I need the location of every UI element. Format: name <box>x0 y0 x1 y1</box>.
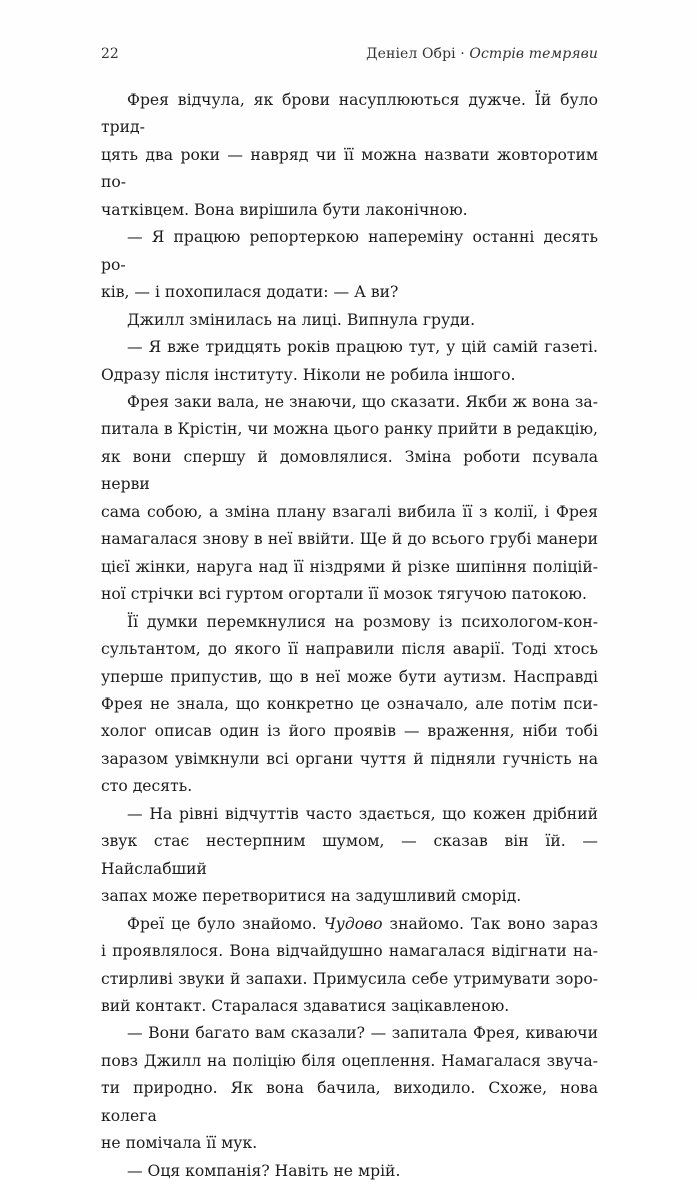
running-head-author: Деніел Обрі <box>366 46 456 62</box>
paragraph <box>101 911 598 1021</box>
text-line: намагалася знову в неї ввійти. Ще й до всього грубі манери <box>101 530 598 549</box>
text-line: не помічала її мук. <box>101 1134 258 1153</box>
text-line: вий контакт. Старалася здаватися зацікавленою. <box>101 996 510 1015</box>
text-line: — Оця компанія? Навіть не мрій. <box>127 1161 401 1180</box>
text-line: цієї жінки, наруга над її ніздрями й різке шипіння поліцій- <box>101 557 598 576</box>
text-line: ної стрічки всі гуртом огортали її мозок тягучою патокою. <box>101 585 587 604</box>
text-line: як вони спершу й домовлялися. Зміна роботи псувала нерви <box>101 447 598 494</box>
page-header <box>101 46 598 70</box>
paragraph <box>101 1158 598 1185</box>
text-line: звук стає нестерпним шумом, — сказав він їй. — Найслабший <box>101 832 598 878</box>
text-line: ків, — і похопилася додати: — А ви? <box>101 283 399 302</box>
text-line: повз Джилл на поліцію біля оцеплення. Намагалася звуча- <box>101 1051 598 1070</box>
running-head-separator: · <box>455 46 470 62</box>
text-line: чатківцем. Вона вирішила бути лаконічною. <box>101 200 468 219</box>
text-line: Її думки перемкнулися на розмову із психологом-кон- <box>127 612 598 631</box>
paragraph <box>101 389 598 609</box>
paragraph <box>101 1020 598 1157</box>
emphasis-word: Чудово <box>323 914 383 933</box>
paragraph <box>101 334 598 389</box>
text-line: Фрея відчула, як брови насуплюються дужче. Їй було трид- <box>101 91 598 137</box>
text-line: холог описав один із його проявів — враження, ніби тобі <box>101 722 598 741</box>
text-line: сама собою, а зміна плану взагалі вибила її з колії, і Фрея <box>101 502 598 521</box>
text-line: запах може перетворитися на задушливий сморід. <box>101 887 522 906</box>
text-line: питала в Крістін, чи можна цього ранку прийти в редакцію, <box>101 420 598 439</box>
text-line: — Вони багато вам сказали? — запитала Фрея, киваючи <box>127 1024 598 1043</box>
text-line: заразом увімкнули всі органи чуття й підняли гучність на <box>101 749 598 768</box>
text-line: ти природно. Як вона бачила, виходило. Схоже, нова колега <box>101 1079 598 1125</box>
text-line: цять два роки — навряд чи її можна назвати жовторотим по- <box>101 145 598 192</box>
text-line: — Я вже тридцять років працюю тут, у цій самій газеті. <box>127 338 598 357</box>
paragraph <box>101 224 598 306</box>
text-line: — Я працюю репортеркою напереміну останні десять ро- <box>101 228 598 274</box>
text-line: і проявлялося. Вона відчайдушно намагалася відігнати на- <box>101 942 598 961</box>
text-line: Джилл змінилась на лиці. Випнула груди. <box>127 310 476 329</box>
paragraph <box>101 307 598 334</box>
running-head <box>366 46 598 62</box>
text-fragment: Фреї це було знайомо. <box>127 914 324 933</box>
text-line: — На рівні відчуттів часто здається, що кожен дрібний <box>127 804 598 823</box>
text-line: Фрея заки вала, не знаючи, що сказати. Якби ж вона за- <box>127 392 598 411</box>
text-line: Одразу після інституту. Ніколи не робила іншого. <box>101 365 516 384</box>
text-line <box>101 911 598 938</box>
paragraph <box>101 609 598 801</box>
body-text <box>101 87 598 1185</box>
text-line: уперше припустив, що в неї може бути аутизм. Насправді <box>101 667 598 686</box>
paragraph <box>101 87 598 224</box>
paragraph <box>101 801 598 911</box>
text-line: сто десять. <box>101 777 193 796</box>
text-line: стирливі звуки й запахи. Примусила себе утримувати зоро- <box>101 969 598 988</box>
page-number: 22 <box>101 46 119 62</box>
running-head-book-title: Острів темряви <box>469 46 598 62</box>
text-line: Фрея не знала, що конкретно це означало, але потім пси- <box>101 694 598 713</box>
text-fragment: знайомо. Так воно зараз <box>382 914 598 933</box>
text-line: сультантом, до якого її направили після аварії. Тоді хтось <box>101 640 598 659</box>
